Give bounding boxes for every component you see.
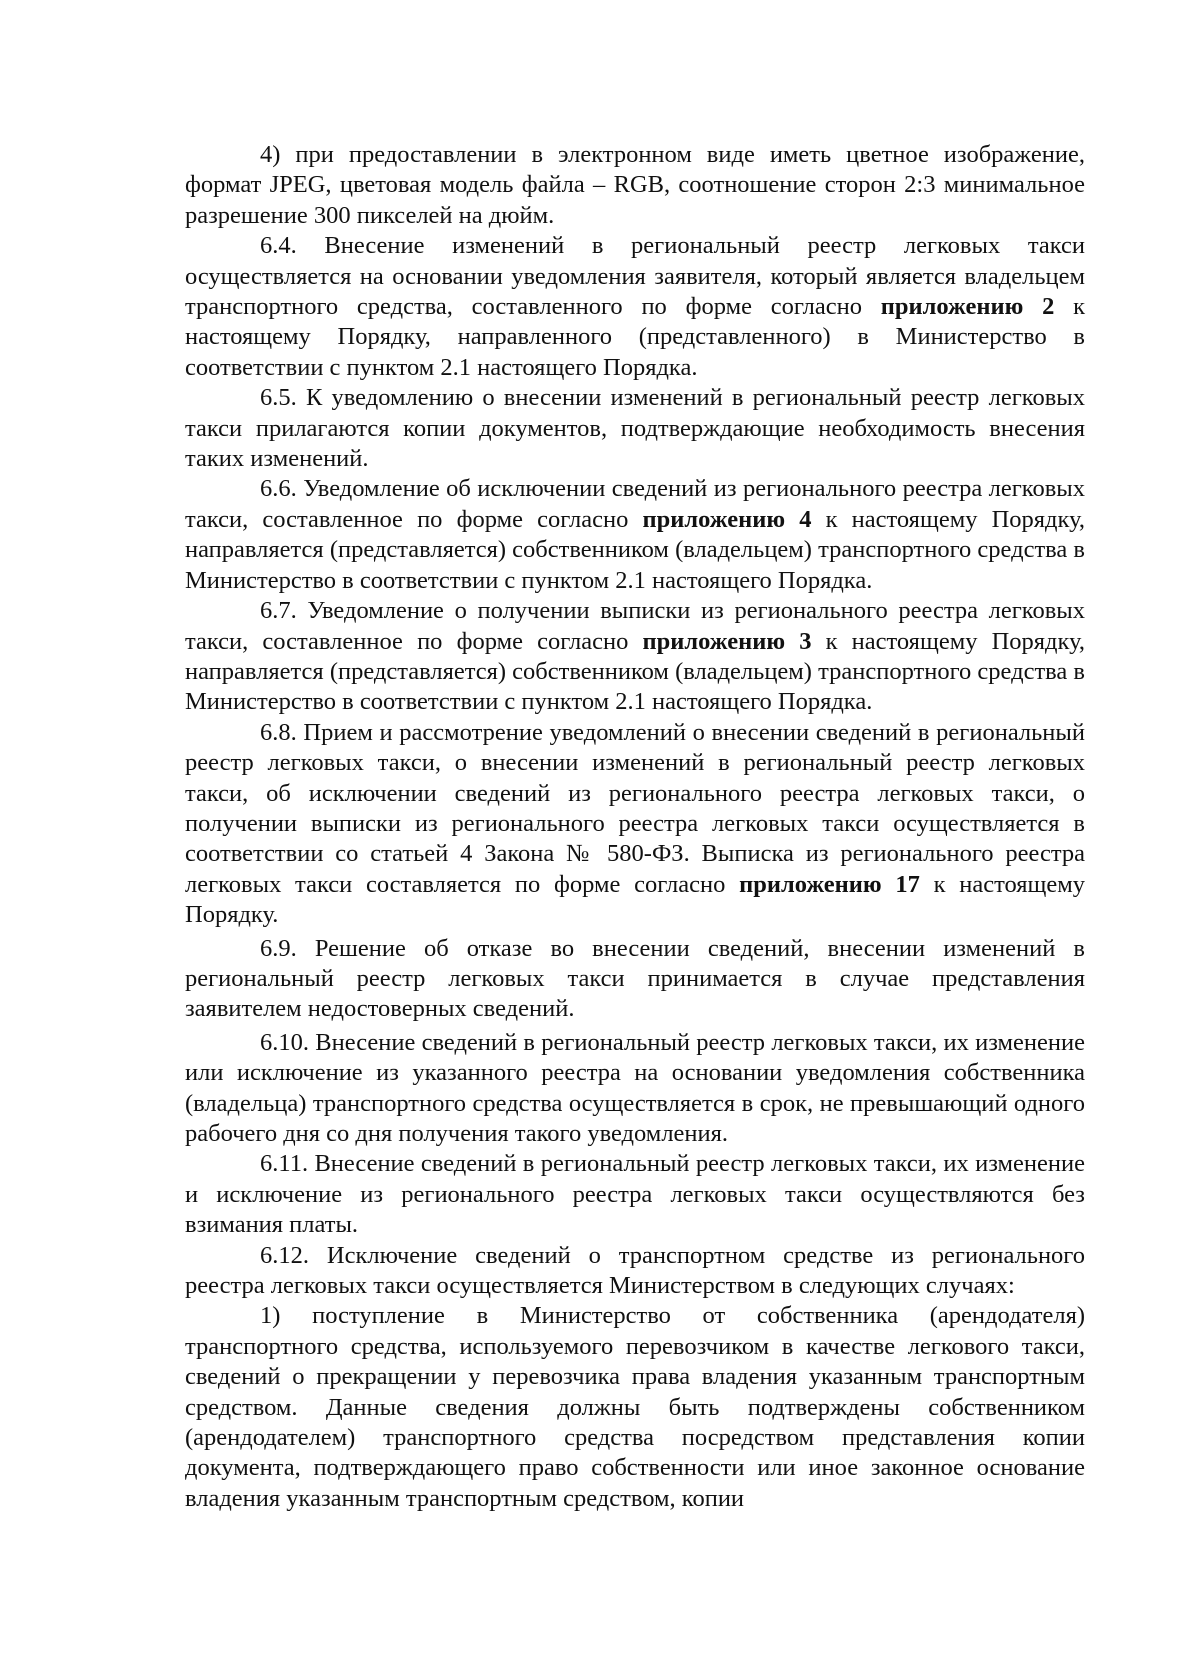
text-run: 6.7. Уведомление о получении выписки из регионального реестра легковых такси, составленное по форме согласно — [185, 597, 1085, 655]
text-run: 6.12. Исключение сведений о транспортном средстве из регионального реестра легковых такси осуществляется Министерством в следующих случаях: — [185, 1241, 1085, 1300]
text-run: 6.8. Прием и рассмотрение уведомлений о внесении сведений в региональный реестр легковых такси, о внесении изменений в региональный реестр легковых такси, об исключении сведений из регионального реестра легковых такси, о получении выписки из регионального реестра легковых такси осуществляется в соответствии со статьей 4 Закона № 580-ФЗ. Выписка из регионального реестра легковых такси составляется по форме согласно — [185, 718, 1085, 898]
text-run: к настоящему Порядку, направленного (представленного) в Министерство в соответствии с пунктом 2.1 настоящего Порядка. — [185, 293, 1086, 381]
paragraph-6-5 — [185, 383, 1085, 474]
document-body — [185, 140, 1085, 1514]
appendix-reference: приложению 3 — [642, 627, 812, 655]
text-run: 6.9. Решение об отказе во внесении сведений, внесении изменений в региональный реестр легковых такси принимается в случае представления заявителем недостоверных сведений. — [185, 934, 1085, 1023]
paragraph-6-12 — [185, 1241, 1085, 1302]
paragraph-6-7 — [185, 596, 1085, 718]
text-run: 6.6. Уведомление об исключении сведений из регионального реестра легковых такси, составленное по форме согласно — [185, 475, 1085, 533]
appendix-reference: приложению 4 — [642, 505, 812, 533]
text-run: 6.11. Внесение сведений в региональный реестр легковых такси, их изменение и исключение из регионального реестра легковых такси осуществляются без взимания платы. — [185, 1150, 1085, 1239]
paragraph-6-4 — [185, 231, 1085, 383]
text-run: к настоящему Порядку. — [185, 870, 1086, 929]
appendix-reference: приложению 17 — [739, 870, 920, 898]
paragraph-6-8 — [185, 718, 1085, 931]
paragraph-1 — [185, 1301, 1085, 1514]
paragraph-6-11 — [185, 1149, 1085, 1240]
text-run: 1) поступление в Министерство от собственника (арендодателя) транспортного средства, используемого перевозчиком в качестве легкового такси, сведений о прекращении у перевозчика права владения указанным транспортным средством. Данные сведения должны быть подтверждены собственником (арендодателем) транспортного средства посредством представления копии документа, подтверждающего право собственности или иное законное основание владения указанным транспортным средством, копии — [185, 1302, 1085, 1512]
text-run: к настоящему Порядку, направляется (представляется) собственником (владельцем) транспортного средства в Министерство в соответствии с пунктом 2.1 настоящего Порядка. — [185, 505, 1086, 594]
text-run: 6.4. Внесение изменений в региональный реестр легковых такси осуществляется на основании уведомления заявителя, который является владельцем транспортного средства, составленного по форме согласно — [185, 232, 1085, 321]
text-run: 4) при предоставлении в электронном виде иметь цветное изображение, формат JPEG, цветовая модель файла – RGB, соотношение сторон 2:3 минимальное разрешение 300 пикселей на дюйм. — [185, 141, 1085, 229]
paragraph-4 — [185, 140, 1085, 231]
appendix-reference: приложению 2 — [880, 293, 1055, 321]
paragraph-6-6 — [185, 474, 1085, 596]
text-run: 6.10. Внесение сведений в региональный реестр легковых такси, их изменение или исключение из указанного реестра на основании уведомления собственника (владельца) транспортного средства осуществляется в срок, не превышающий одного рабочего дня со дня получения такого уведомления. — [185, 1028, 1085, 1147]
paragraph-6-9 — [185, 934, 1085, 1025]
text-run: 6.5. К уведомлению о внесении изменений в региональный реестр легковых такси прилагаются копии документов, подтверждающие необходимость внесения таких изменений. — [185, 384, 1085, 473]
text-run: к настоящему Порядку, направляется (представляется) собственником (владельцем) транспортного средства в Министерство в соответствии с пунктом 2.1 настоящего Порядка. — [185, 627, 1086, 716]
paragraph-6-10 — [185, 1028, 1085, 1150]
